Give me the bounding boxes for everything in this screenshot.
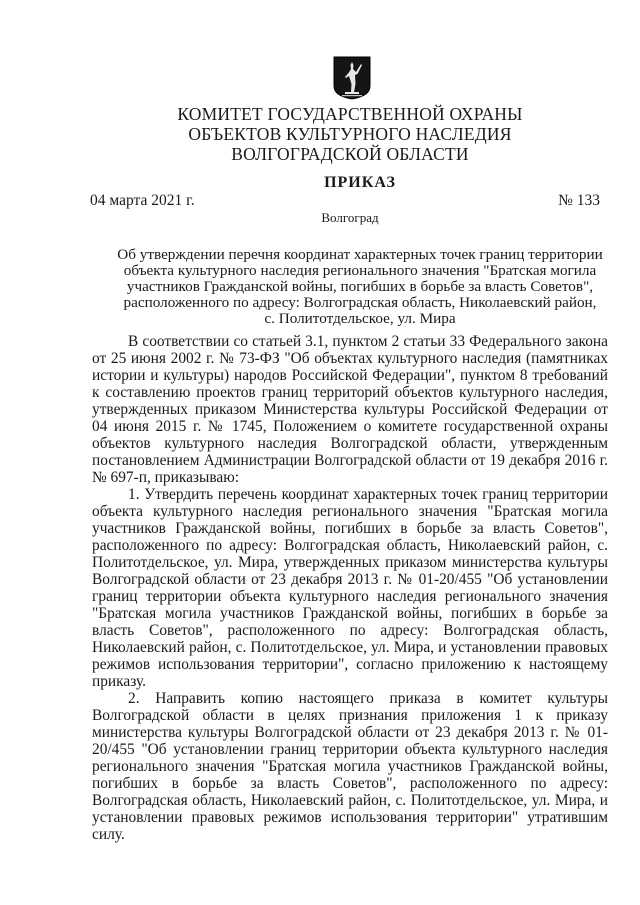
subject-line: Об утверждении перечня координат характерных точек границ территории <box>117 246 603 263</box>
subject-line: участников Гражданской войны, погибших в борьбе за власть Советов", <box>126 278 594 295</box>
subject-line: объекта культурного наследия регионального значения "Братская могила <box>123 262 597 279</box>
order-city: Волгоград <box>321 210 379 225</box>
volgograd-coat-of-arms-icon <box>333 56 371 100</box>
item-1-paragraph: 1. Утвердить перечень координат характерных точек границ территории объекта культурного наследия регионального значения "Братская могила участников Гражданской войны, погибших в борьбе за власть Советов", расположенного по адресу: Волгоградская область, Николаевский район, с. Политотдельское, ул. Мира, утвержденных приказом министерства культуры Волгоградской области от 23 декабря 2013 г. № 01-20/455 "Об установлении границ территории объекта культурного наследия регионального значения "Братская могила участников Гражданской войны, погибших в борьбе за власть Советов", расположенного по адресу: Волгоградская область, Николаевский район, с. Политотдельское, ул. Мира, и установлении правовых режимов использования территории", согласно приложению к настоящему приказу. <box>92 486 608 690</box>
preamble-paragraph: В соответствии со статьей 3.1, пунктом 2 статьи 33 Федерального закона от 25 июня 2002 г. № 73-ФЗ "Об объектах культурного наследия (памятниках истории и культуры) народов Российской Федерации", пунктом 8 требований к составлению проектов границ территорий объектов культурного наследия, утвержденных приказом Министерства культуры Российской Федерации от 04 июня 2015 г. № 1745, Положением о комитете государственной охраны объектов культурного наследия Волгоградской области, утвержденным постановлением Администрации Волгоградской области от 19 декабря 2016 г. № 697-п, приказываю: <box>92 333 608 486</box>
order-body <box>92 333 608 843</box>
order-subject <box>90 247 630 327</box>
item-2-paragraph: 2. Направить копию настоящего приказа в комитет культуры Волгоградской области в целях признания приложения 1 к приказу министерства культуры Волгоградской области от 23 декабря 2013 г. № 01-20/455 "Об установлении границ территории объекта культурного наследия регионального значения "Братская могила участников Гражданской войны, погибших в борьбе за власть Советов", расположенного по адресу: Волгоградская область, Николаевский район, с. Политотдельское, ул. Мира, и установлении правовых режимов использования территории" утратившим силу. <box>92 690 608 843</box>
committee-line-2: ОБЪЕКТОВ КУЛЬТУРНОГО НАСЛЕДИЯ <box>188 124 512 144</box>
order-title: ПРИКАЗ <box>324 174 396 191</box>
committee-line-1: КОМИТЕТ ГОСУДАРСТВЕННОЙ ОХРАНЫ <box>177 104 523 124</box>
subject-line: расположенного по адресу: Волгоградская область, Николаевский район, <box>123 294 597 311</box>
committee-name <box>0 104 640 164</box>
order-number: № 133 <box>558 192 600 209</box>
order-date: 04 марта 2021 г. <box>90 192 195 209</box>
subject-line: с. Политотдельское, ул. Мира <box>264 310 456 327</box>
committee-line-3: ВОЛГОГРАДСКОЙ ОБЛАСТИ <box>231 144 469 164</box>
